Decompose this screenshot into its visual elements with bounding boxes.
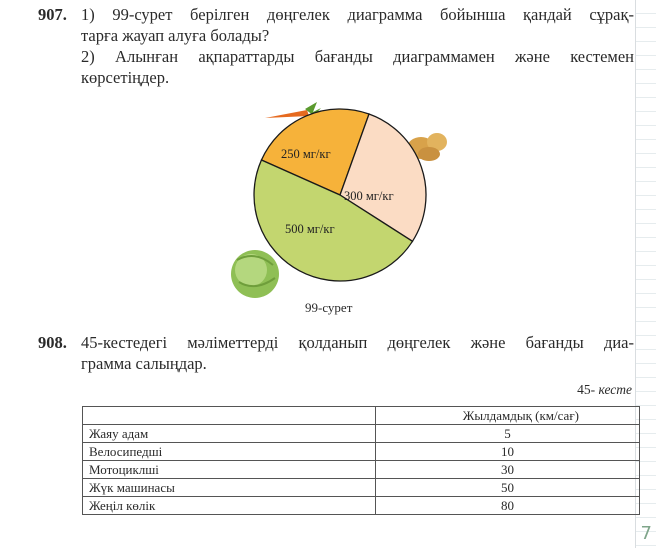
slice-label: 300 мг/кг [344,189,394,203]
cell-name: Жүк машинасы [83,479,376,497]
problem-908 [38,332,634,376]
problem-line: грамма салыңдар. [81,354,207,373]
header-cell-name [83,407,376,425]
problem-line: тарға жауап алуға болады? [81,26,270,45]
figure-caption: 99-сурет [305,300,353,315]
cell-speed: 5 [376,425,640,443]
problem-line: 1) 99-сурет берілген дөңгелек диаграмма бойынша қандай сұрақ- [81,5,634,24]
cell-name: Жеңіл көлік [83,497,376,515]
cell-speed: 80 [376,497,640,515]
table-label-number: 45- [577,382,596,397]
table-row [83,425,640,443]
cell-speed: 50 [376,479,640,497]
table-row [83,443,640,461]
page-corner-mark: 7 [640,523,652,544]
pie-chart [254,109,426,281]
problem-line: 45-кестедегі мәліметтерді қолданып дөңгелек және бағанды диа- [81,333,634,352]
cabbage-illustration [231,250,279,298]
cell-name: Велосипедші [83,443,376,461]
table-row [83,497,640,515]
slice-label: 250 мг/кг [281,147,331,161]
problem-number: 907. [38,5,67,24]
problem-line: 2) Алынған ақпараттарды бағанды диаграммамен және кестемен [81,47,634,66]
table-header-row [83,407,640,425]
problem-907 [38,4,634,92]
slice-label: 500 мг/кг [285,222,335,236]
cell-name: Мотоциклші [83,461,376,479]
table-label-word: кесте [598,382,632,397]
table-row [83,461,640,479]
cell-speed: 10 [376,443,640,461]
pie-figure [215,100,465,300]
problem-text [81,332,634,374]
header-cell-speed: Жылдамдық (км/сағ) [376,407,640,425]
speed-table [82,406,640,515]
problem-number: 908. [38,333,67,352]
table-row [83,479,640,497]
cell-name: Жаяу адам [83,425,376,443]
cell-speed: 30 [376,461,640,479]
table-label [577,382,632,398]
problem-line: көрсетіңдер. [81,68,170,87]
problem-text [81,4,634,88]
